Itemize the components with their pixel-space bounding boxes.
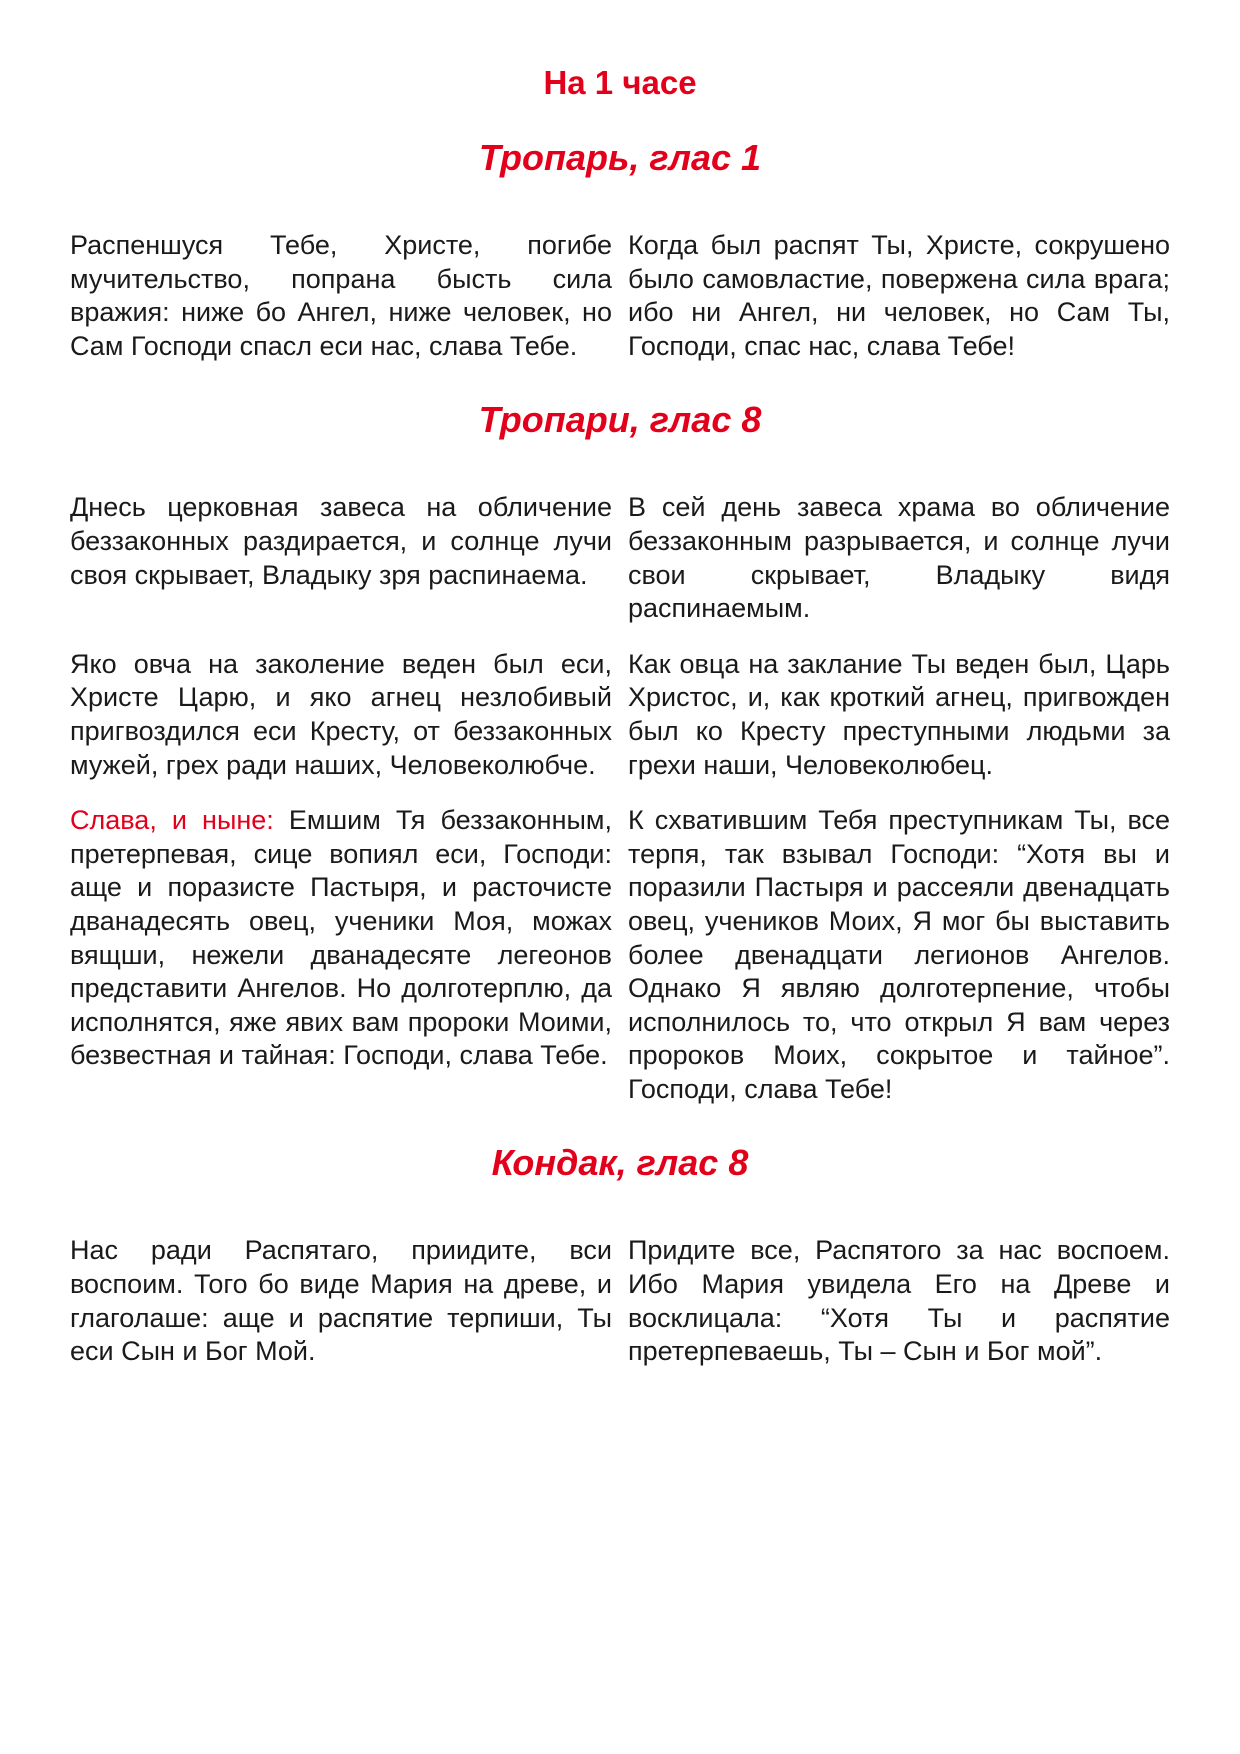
- rubric-glory-now: Слава, и ныне:: [70, 805, 274, 836]
- church-slavonic-text: Днесь церковная завеса на обличение беззаконных раздирается, и солнце лучи своя скрывает, Владыку зря распинаема.: [70, 492, 612, 590]
- left-column: [70, 229, 612, 363]
- russian-translation-text: В сей день завеса храма во обличение беззаконным разрывается, и солнце лучи свои скрывает, Владыку видя распинаемым.: [628, 492, 1170, 624]
- left-column: [70, 1234, 612, 1368]
- right-column: [628, 491, 1170, 625]
- text-pair: [70, 804, 1170, 1106]
- section-heading-kontakion-8: Кондак, глас 8: [491, 1142, 749, 1184]
- text-pair: [70, 491, 1170, 625]
- church-slavonic-text: Яко овча на заколение веден был еси, Христе Царю, и яко агнец незлобивый пригвоздился еси Кресту, от беззаконных мужей, грех ради наших, Человеколюбче.: [70, 648, 612, 780]
- church-slavonic-text: Нас ради Распятаго, приидите, вси воспоим. Того бо виде Мария на древе, и глаголаше: аще и распятие терпиши, Ты еси Сын и Бог Мой.: [70, 1235, 612, 1367]
- russian-translation-text: К схватившим Тебя преступникам Ты, все терпя, так взывал Господи: “Хотя вы и поразили Пастыря и рассеяли двенадцать овец, учеников Моих, Я мог бы выставить более двенадцати легионов Ангелов. Однако Я являю долготерпение, чтобы исполнилось то, что открыл Я вам через пророков Моих, сокрытое и тайное”. Господи, слава Тебе!: [628, 805, 1170, 1104]
- page-title: На 1 часе: [543, 64, 697, 101]
- section-heading-troparia-8: Тропари, глас 8: [478, 399, 762, 441]
- church-slavonic-text: [70, 804, 612, 1073]
- church-slavonic-text: Распеншуся Тебе, Христе, погибе мучительство, попрана бысть сила вражия: ниже бо Ангел, ниже человек, но Сам Господи спасл еси нас, слава Тебе.: [70, 230, 612, 361]
- left-column: [70, 804, 612, 1106]
- russian-translation-text: Как овца на заклание Ты веден был, Царь Христос, и, как кроткий агнец, пригвожден был ко Кресту преступными людьми за грехи наши, Человеколюбец.: [628, 648, 1170, 780]
- section-heading-troparion-1: Тропарь, глас 1: [478, 137, 762, 178]
- right-column: [628, 648, 1170, 782]
- left-column: [70, 648, 612, 782]
- russian-translation-text: Когда был распят Ты, Христе, сокрушено было самовластие, повержена сила врага; ибо ни Ангел, ни человек, но Сам Ты, Господи, спас нас, слава Тебе!: [628, 230, 1170, 361]
- left-column: [70, 491, 612, 625]
- right-column: [628, 229, 1170, 363]
- russian-translation-text: Придите все, Распятого за нас воспоем. Ибо Мария увидела Его на Древе и восклицала: “Хотя Ты и распятие претерпеваешь, Ты – Сын и Бог мой”.: [628, 1235, 1170, 1367]
- document-page: [70, 58, 1170, 1369]
- text-pair: [70, 229, 1170, 363]
- text-pair: [70, 648, 1170, 782]
- text-pair: [70, 1234, 1170, 1368]
- right-column: [628, 1234, 1170, 1368]
- church-slavonic-text-body: Емшим Тя беззаконным, претерпевая, сице вопиял еси, Господи: аще и поразисте Пастыря, и расточисте дванадесять овец, ученики Моя, можах вящши, нежели дванадесяте легеонов представити Ангелов. Но долготерплю, да исполнятся, яже явих вам пророки Моими, безвестная и тайная: Господи, слава Тебе.: [70, 805, 612, 1071]
- right-column: [628, 804, 1170, 1106]
